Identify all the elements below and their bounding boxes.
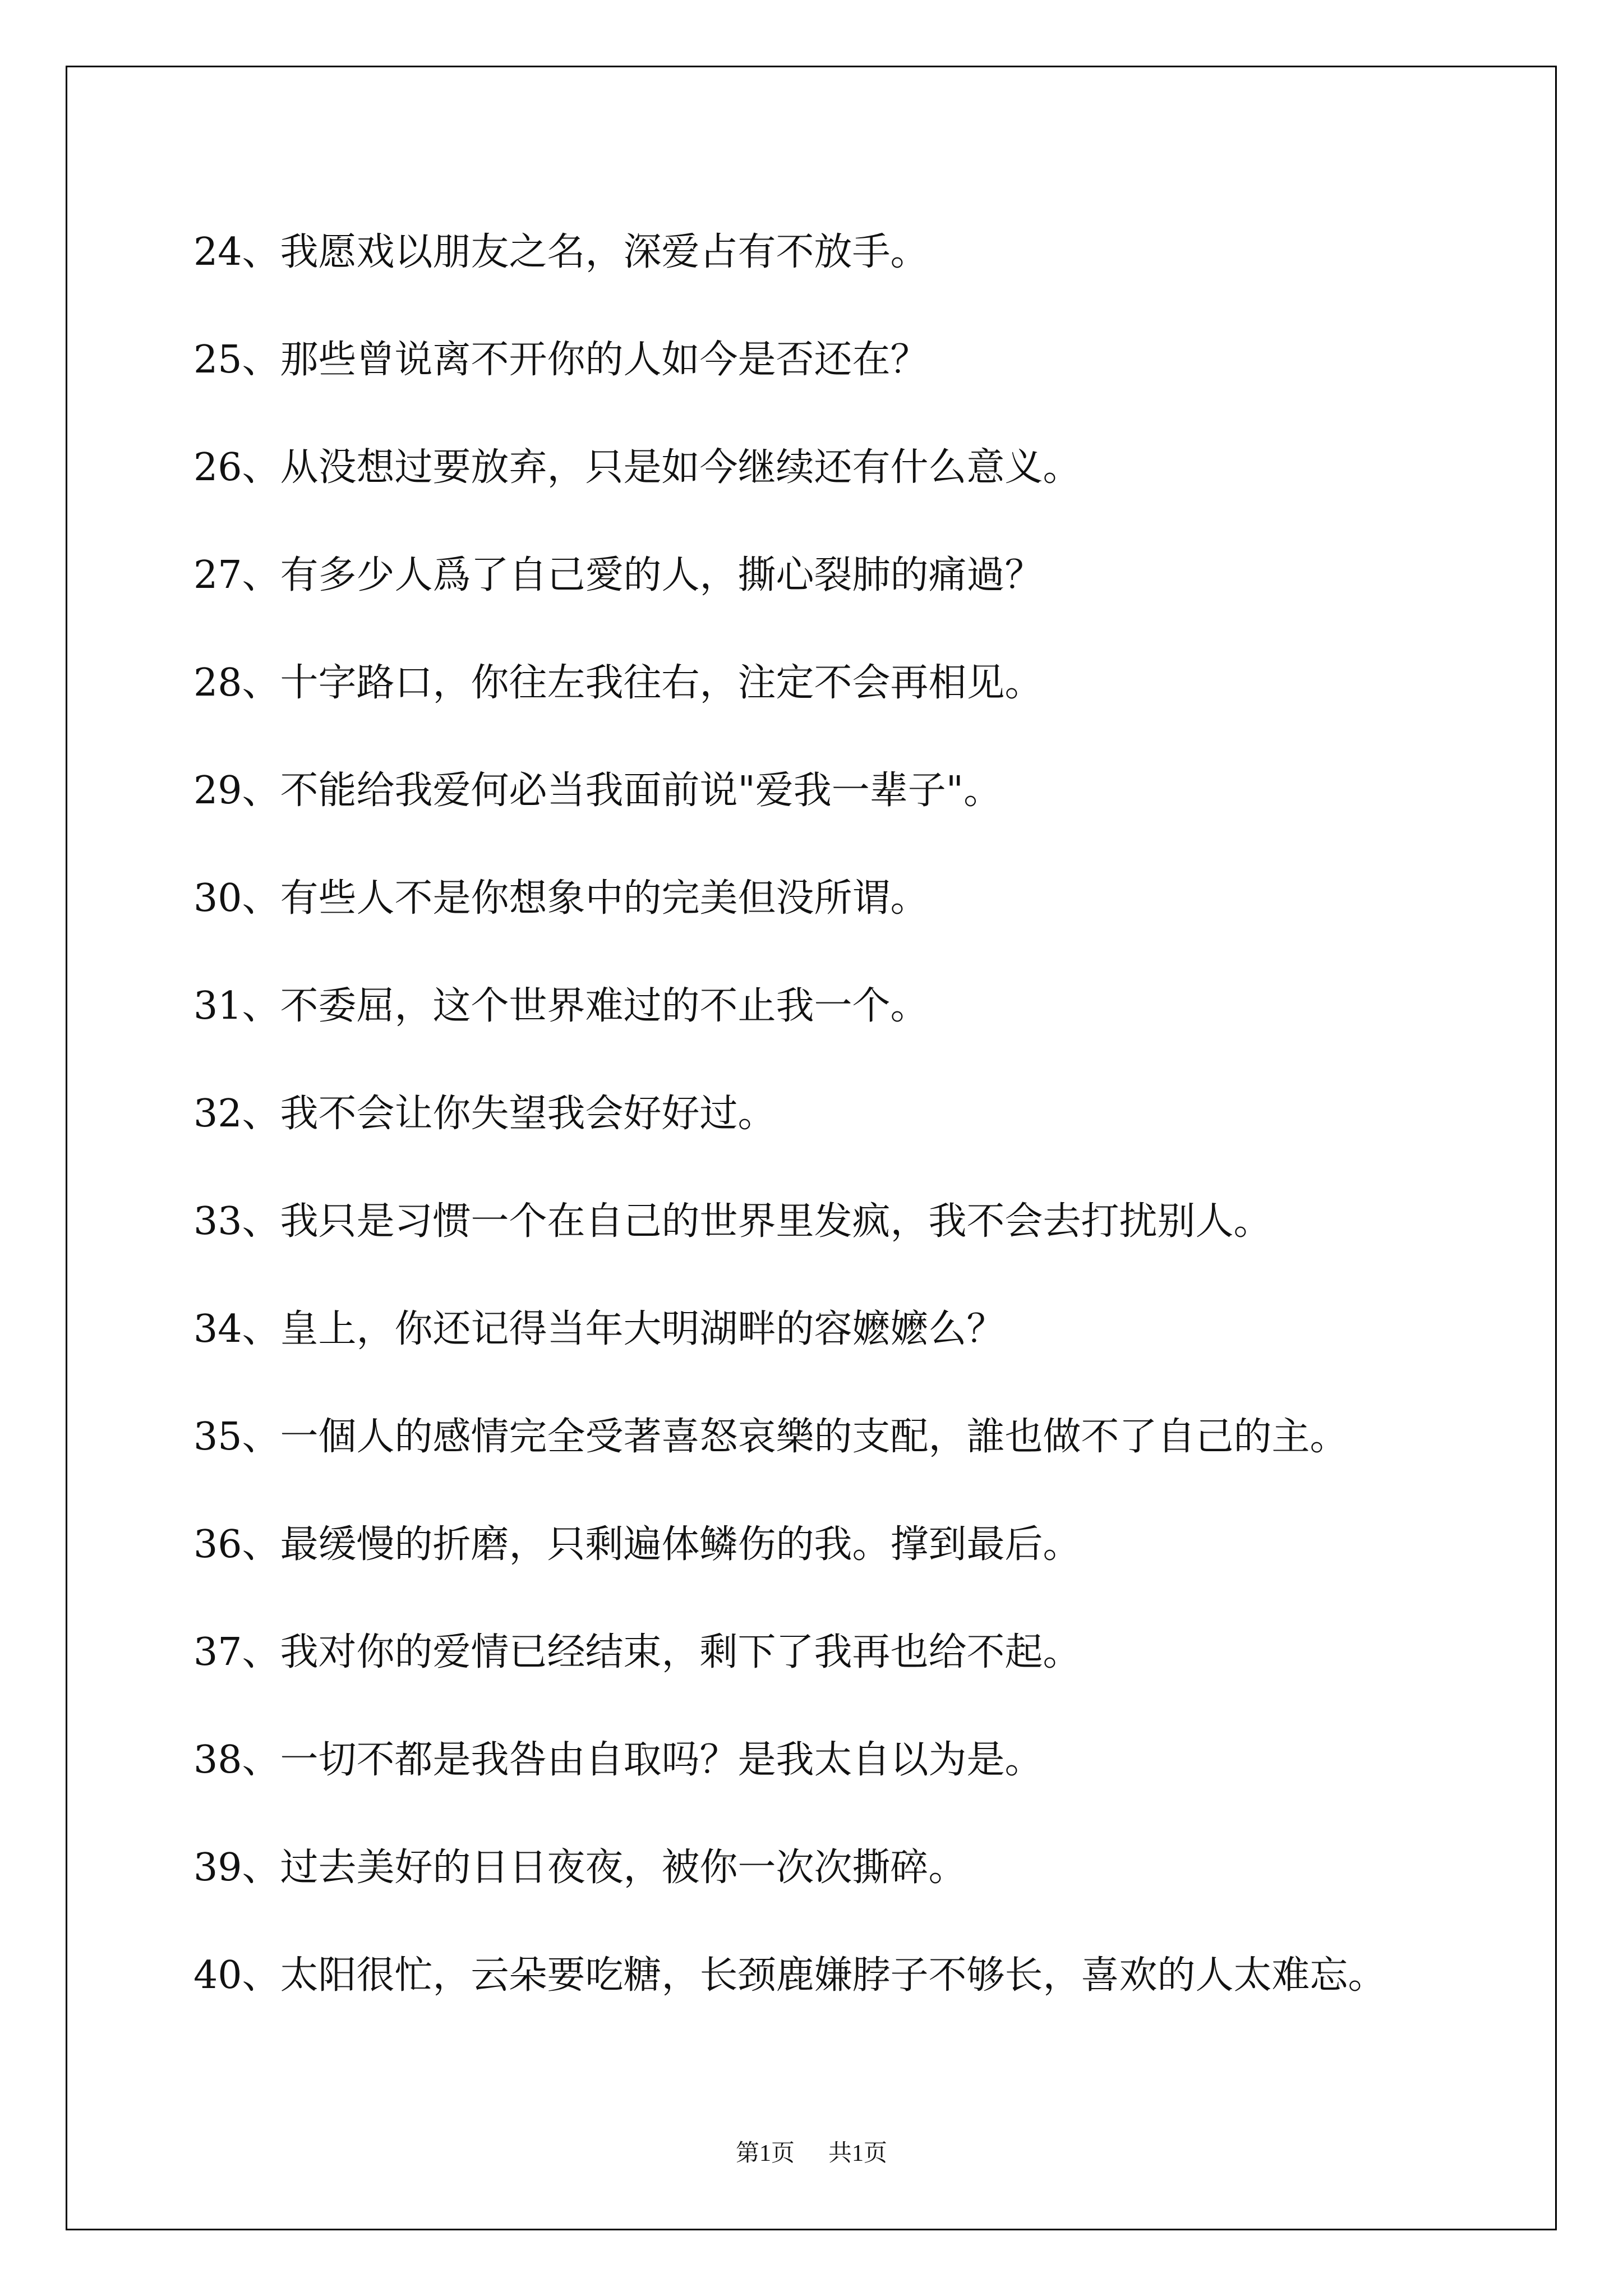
quote-line: 32、我不会让你失望我会好好过。: [193, 1092, 776, 1136]
page-number-total: 共1页: [828, 2141, 888, 2166]
quote-line: 29、不能给我爱何必当我面前说"爱我一辈子"。: [193, 769, 1002, 813]
quote-line: 26、从没想过要放弃，只是如今继续还有什么意义。: [193, 445, 1081, 490]
quote-line: 35、一個人的感情完全受著喜怒哀樂的支配，誰也做不了自己的主。: [193, 1415, 1348, 1459]
page-footer: [0, 2134, 1623, 2168]
quote-line: 33、我只是习惯一个在自己的世界里发疯，我不会去打扰别人。: [193, 1199, 1272, 1244]
quote-line: 30、有些人不是你想象中的完美但没所谓。: [193, 876, 929, 921]
page-number-current: 第1页: [735, 2141, 795, 2166]
quote-line: 25、那些曾说离不开你的人如今是否还在？: [193, 338, 929, 382]
quote-line: 38、一切不都是我咎由自取吗？是我太自以为是。: [193, 1738, 1043, 1782]
quote-list: [193, 222, 1386, 2053]
quote-line: 37、我对你的爱情已经结束，剩下了我再也给不起。: [193, 1630, 1081, 1674]
quote-line: 31、不委屈，这个世界难过的不止我一个。: [193, 984, 929, 1028]
quote-line: 24、我愿戏以朋友之名，深爱占有不放手。: [193, 230, 929, 274]
quote-line: 27、有多少人爲了自己愛的人，撕心裂肺的痛過？: [193, 553, 1043, 597]
quote-line: 39、过去美好的日日夜夜，被你一次次撕碎。: [193, 1846, 967, 1890]
quote-line: 40、太阳很忙，云朵要吃糖，长颈鹿嫌脖子不够长，喜欢的人太难忘。: [193, 1953, 1386, 1998]
quote-line: 34、皇上，你还记得当年大明湖畔的容嬷嬷么？: [193, 1307, 1005, 1351]
quote-line: 28、十字路口，你往左我往右，注定不会再相见。: [193, 661, 1043, 705]
quote-line: 36、最缓慢的折磨，只剩遍体鳞伤的我。撑到最后。: [193, 1522, 1081, 1567]
